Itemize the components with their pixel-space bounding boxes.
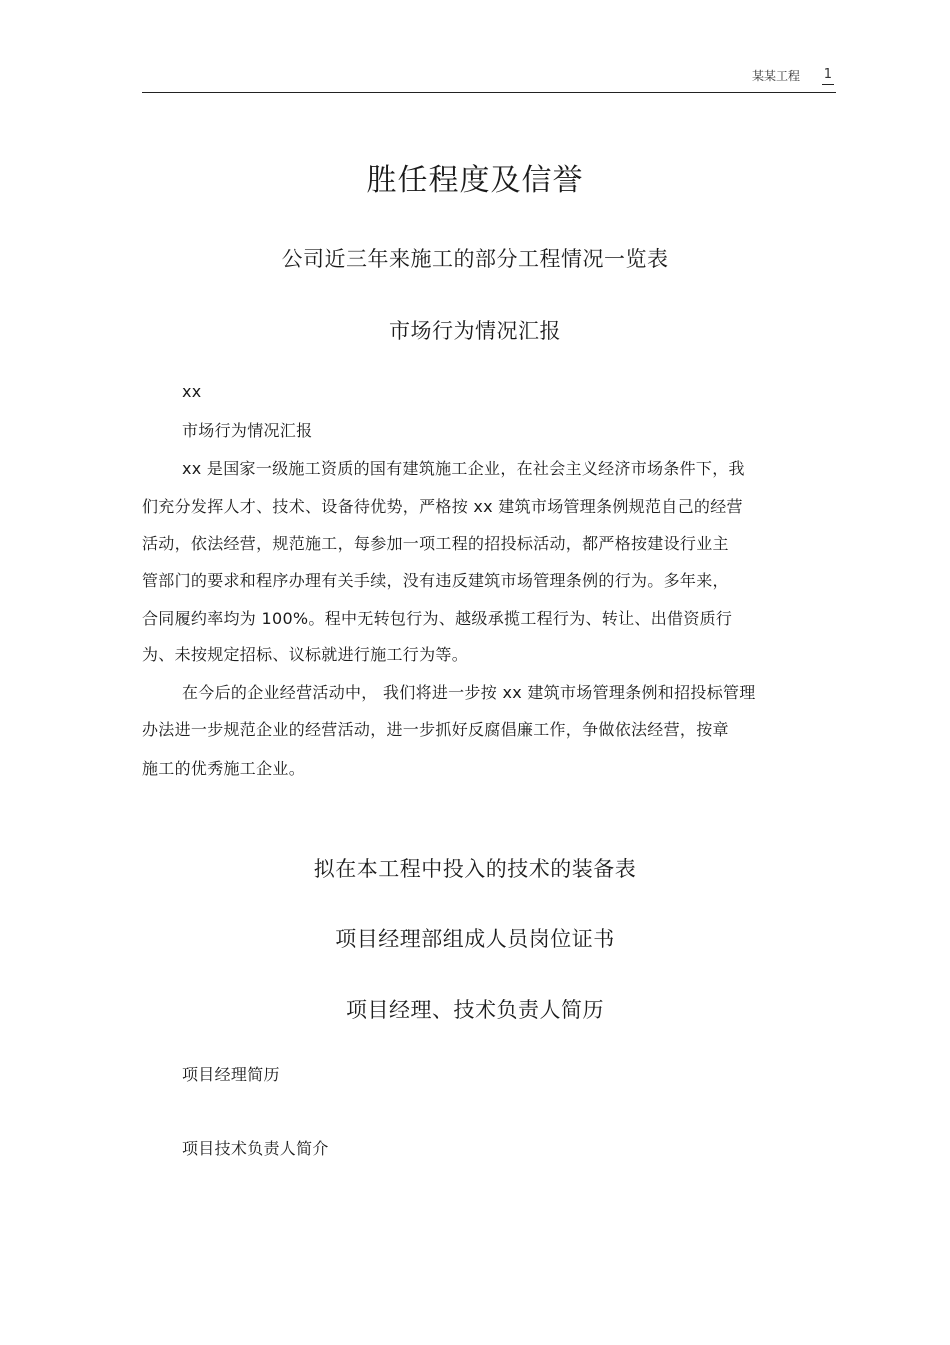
paragraph-line: 在今后的企业经营活动中， 我们将进一步按 xx 建筑市场管理条例和招投标管理 [182,683,756,702]
paragraph-line: 办法进一步规范企业的经营活动，进一步抓好反腐倡廉工作，争做依法经营，按章 [142,720,729,739]
company-name: xx [182,382,202,401]
tech-lead-intro-label: 项目技术负责人简介 [182,1139,329,1158]
page-number: 1 [822,66,834,85]
heading-equipment: 拟在本工程中投入的技术的装备表 [313,857,637,881]
paragraph-line: 为、未按规定招标、议标就进行施工行为等。 [142,645,469,664]
paragraph-line: 合同履约率均为 100%。程中无转包行为、越级承揽工程行为、转让、出借资质行 [142,609,733,628]
heading-certificates: 项目经理部组成人员岗位证书 [335,927,615,951]
heading-resumes: 项目经理、技术负责人简历 [346,998,604,1022]
paragraph-line: 施工的优秀施工企业。 [142,759,306,778]
heading-projects: 公司近三年来施工的部分工程情况一览表 [281,247,669,271]
document-title: 胜任程度及信誉 [366,163,584,198]
pm-resume-label: 项目经理简历 [182,1065,280,1084]
paragraph-line: xx 是国家一级施工资质的国有建筑施工企业，在社会主义经济市场条件下，我 [182,459,745,478]
header-title: 某某工程 [751,69,800,83]
report-title: 市场行为情况汇报 [182,421,313,440]
paragraph-line: 们充分发挥人才、技术、设备待优势，严格按 xx 建筑市场管理条例规范自己的经营 [142,497,743,516]
page-header [142,64,836,93]
heading-market: 市场行为情况汇报 [389,319,561,343]
paragraph-line: 活动，依法经营，规范施工，每参加一项工程的招投标活动，都严格按建设行业主 [142,534,729,553]
paragraph-line: 管部门的要求和程序办理有关手续，没有违反建筑市场管理条例的行为。多年来， [142,571,729,590]
